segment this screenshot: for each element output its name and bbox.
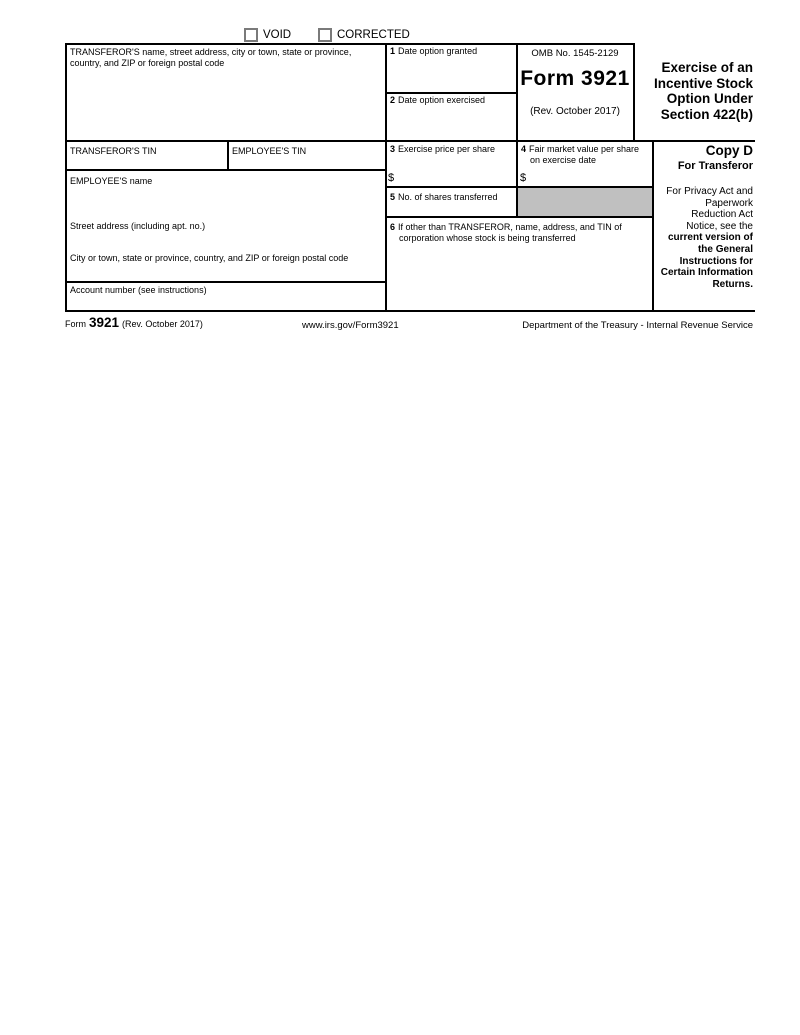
form-title-line: Incentive Stock bbox=[653, 75, 753, 91]
box2-text: Date option exercised bbox=[398, 95, 486, 105]
transferor-tin-label: TRANSFEROR'S TIN bbox=[70, 146, 157, 156]
copy-info-column bbox=[654, 143, 753, 290]
footer-form-word: Form bbox=[65, 319, 86, 329]
shaded-cell bbox=[518, 188, 652, 216]
city-label: City or town, state or province, country, and ZIP or foreign postal code bbox=[70, 253, 349, 263]
city-input[interactable] bbox=[67, 266, 383, 279]
void-label: VOID bbox=[263, 29, 292, 41]
box4-number: 4 bbox=[521, 144, 527, 154]
box4-text-line2: on exercise date bbox=[530, 155, 597, 165]
privacy-line: Reduction Act bbox=[691, 209, 753, 221]
footer-url: www.irs.gov/Form3921 bbox=[302, 320, 399, 331]
footer-revision: (Rev. October 2017) bbox=[122, 319, 203, 329]
account-number-input[interactable] bbox=[67, 297, 383, 308]
box3-dollar-sign: $ bbox=[388, 172, 395, 184]
employee-tin-input[interactable] bbox=[230, 157, 383, 168]
box1-text: Date option granted bbox=[398, 46, 478, 56]
form-title-line: Section 422(b) bbox=[660, 106, 753, 122]
box4-text-line1: Fair market value per share bbox=[529, 144, 640, 154]
privacy-line: Certain Information bbox=[660, 267, 753, 279]
form-title-line: Exercise of an bbox=[661, 60, 753, 75]
box4-label bbox=[521, 144, 651, 166]
privacy-line: For Privacy Act and bbox=[666, 186, 753, 197]
grid-line bbox=[65, 281, 387, 283]
transferor-tin-input[interactable] bbox=[67, 157, 225, 168]
copy-recipient: For Transferor bbox=[677, 160, 753, 172]
grid-line bbox=[633, 43, 635, 142]
box3-number: 3 bbox=[390, 144, 396, 154]
street-address-input[interactable] bbox=[67, 233, 383, 251]
box6-number: 6 bbox=[390, 222, 396, 232]
privacy-line: Notice, see the bbox=[686, 220, 753, 232]
footer-department: Department of the Treasury - Internal Revenue Service bbox=[522, 320, 753, 331]
box6-text-line2: corporation whose stock is being transferred bbox=[399, 233, 576, 243]
grid-line bbox=[65, 169, 387, 171]
box3-text: Exercise price per share bbox=[398, 144, 496, 154]
corporation-info-input[interactable] bbox=[387, 246, 650, 308]
box5-number: 5 bbox=[390, 192, 396, 202]
copy-designation: Copy D bbox=[705, 143, 753, 158]
form-name: Form 3921 bbox=[520, 67, 630, 90]
shares-transferred-input[interactable] bbox=[387, 203, 514, 215]
transferor-info-label: TRANSFEROR'S name, street address, city or town, state or province, country, and ZIP or foreign postal code bbox=[70, 47, 352, 68]
fair-market-value-input[interactable] bbox=[532, 172, 650, 185]
box6-label bbox=[390, 222, 652, 244]
privacy-line: current version of bbox=[667, 232, 753, 244]
corrected-checkbox[interactable] bbox=[318, 28, 332, 42]
employee-tin-label: EMPLOYEE'S TIN bbox=[232, 146, 307, 156]
grid-line bbox=[385, 216, 654, 218]
form-title bbox=[640, 60, 753, 122]
box5-label bbox=[390, 192, 498, 203]
box1-label bbox=[390, 46, 477, 57]
footer-form-number: 3921 bbox=[89, 315, 120, 330]
date-option-exercised-input[interactable] bbox=[387, 107, 514, 138]
street-address-label: Street address (including apt. no.) bbox=[70, 221, 206, 231]
omb-number: OMB No. 1545-2129 bbox=[531, 48, 619, 59]
grid-line bbox=[227, 140, 229, 169]
privacy-notice bbox=[654, 186, 753, 290]
box3-label bbox=[390, 144, 495, 155]
grid-line bbox=[65, 43, 635, 45]
corrected-label: CORRECTED bbox=[337, 29, 410, 41]
privacy-line: the General bbox=[697, 243, 753, 255]
form-title-line: Option Under bbox=[666, 91, 753, 106]
privacy-line: Instructions for bbox=[679, 255, 753, 267]
box5-text: No. of shares transferred bbox=[398, 192, 498, 202]
employee-name-label: EMPLOYEE'S name bbox=[70, 176, 153, 186]
box2-number: 2 bbox=[390, 95, 396, 105]
void-checkbox[interactable] bbox=[244, 28, 258, 42]
grid-line bbox=[385, 92, 518, 94]
date-option-granted-input[interactable] bbox=[387, 58, 514, 90]
employee-name-input[interactable] bbox=[67, 189, 383, 217]
box1-number: 1 bbox=[390, 46, 396, 56]
form-revision: (Rev. October 2017) bbox=[530, 106, 620, 117]
box2-label bbox=[390, 95, 485, 106]
exercise-price-input[interactable] bbox=[400, 172, 514, 185]
footer-form-id bbox=[65, 315, 203, 330]
box6-text-line1: If other than TRANSFEROR, name, address, and TIN of bbox=[398, 222, 622, 232]
privacy-line: Returns. bbox=[712, 278, 753, 290]
box4-dollar-sign: $ bbox=[520, 172, 527, 184]
omb-box bbox=[518, 48, 632, 117]
privacy-line: Paperwork bbox=[705, 197, 753, 209]
account-number-label: Account number (see instructions) bbox=[70, 285, 207, 295]
transferor-info-input[interactable] bbox=[67, 70, 383, 138]
